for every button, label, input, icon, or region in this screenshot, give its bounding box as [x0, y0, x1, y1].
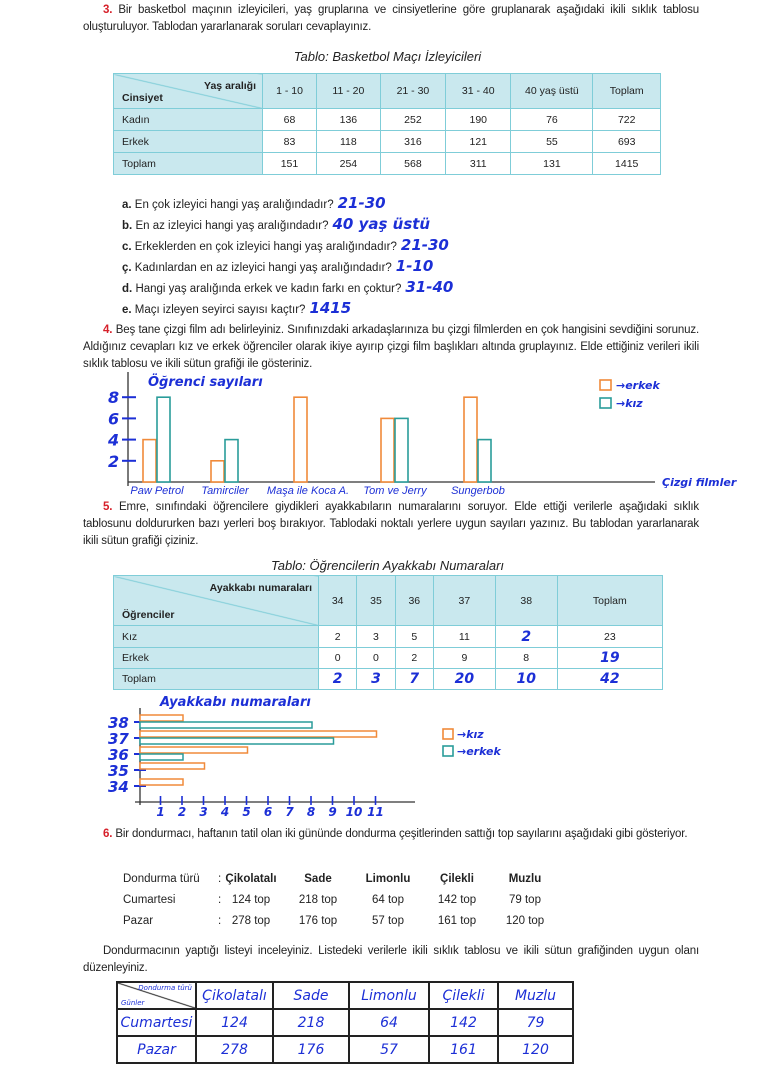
row-label: Erkek: [114, 648, 319, 669]
bar-erkek: [478, 440, 491, 482]
x-tick-label: 9: [328, 805, 337, 819]
col-header: 11 - 20: [316, 74, 380, 109]
q-letter: a.: [122, 199, 132, 211]
cell: 23: [557, 626, 662, 648]
q-text: Hangi yaş aralığında erkek ve kadın farkı en çoktur?: [135, 283, 402, 295]
q3-text: [83, 2, 699, 36]
question-e: [122, 299, 351, 317]
corner-cell: [114, 576, 319, 626]
x-tick-label: 10: [345, 805, 363, 819]
row-label: Kadın: [114, 109, 263, 131]
y-tick-label: 8: [108, 388, 120, 408]
bar-kız: [140, 715, 183, 721]
row-label: Cumartesi: [117, 1009, 196, 1036]
col-header: 1 - 10: [263, 74, 317, 109]
q6-number: 6.: [103, 828, 113, 840]
x-tick-label: 1: [156, 805, 165, 819]
cell: 176: [273, 1036, 349, 1063]
cell: 142: [429, 1009, 498, 1036]
cell: 64: [349, 1009, 429, 1036]
icecream-type: Limonlu: [365, 873, 411, 885]
legend-label: →erkek: [457, 745, 501, 758]
cell: 1415: [593, 153, 661, 175]
question-d: [122, 278, 453, 296]
q-text: En çok izleyici hangi yaş aralığındadır?: [134, 199, 334, 211]
basketball-table: [113, 73, 661, 175]
table-row: [117, 1009, 573, 1036]
handwritten-answer: 21-30: [400, 236, 449, 254]
q-letter: e.: [122, 304, 132, 316]
category-label: Sungerbob: [451, 485, 505, 497]
bar-erkek: [225, 440, 238, 482]
scoop-count: 57 top: [372, 915, 404, 927]
bar-kız: [140, 731, 377, 737]
cell: 3: [357, 626, 395, 648]
y-axis-label: Ayakkabı numaraları: [160, 695, 311, 710]
scoop-count: 161 top: [437, 915, 477, 927]
cell: 79: [498, 1009, 573, 1036]
bar-erkek: [140, 722, 312, 728]
corner-bottom: Öğrenciler: [122, 609, 175, 621]
table-row: [114, 626, 663, 648]
question-cc: [122, 257, 433, 275]
handwritten-answer: 1415: [309, 299, 352, 317]
bar-kız: [381, 418, 394, 482]
q5-number: 5.: [103, 501, 113, 513]
corner-cell: [117, 982, 196, 1009]
legend-swatch: [443, 729, 453, 739]
y-tick-label: 38: [108, 714, 129, 732]
cell: 2: [395, 648, 433, 669]
bar-kız: [464, 397, 477, 482]
handwritten-cell: 2: [495, 626, 557, 648]
table-row: [114, 131, 661, 153]
scoop-count: 64 top: [372, 894, 404, 906]
col-header: Sade: [273, 982, 349, 1009]
bar-kız: [140, 763, 205, 769]
cell: 11: [433, 626, 495, 648]
cell: 5: [395, 626, 433, 648]
q6-text2: [83, 943, 699, 977]
q-text: Erkeklerden en çok izleyici hangi yaş aralığındadır?: [134, 241, 397, 253]
y-tick-label: 36: [108, 746, 129, 764]
row-label: Erkek: [114, 131, 263, 153]
icecream-type: Çilekli: [440, 873, 474, 885]
scoop-count: 278 top: [231, 915, 271, 927]
table-row: [114, 669, 663, 690]
handwritten-answer: 40 yaş üstü: [332, 215, 431, 233]
x-axis-label: Çizgi filmler: [662, 476, 737, 489]
legend-swatch: [600, 380, 611, 390]
bar-erkek: [157, 397, 170, 482]
table-row: [114, 153, 661, 175]
cell: 218: [273, 1009, 349, 1036]
y-tick-label: 37: [108, 730, 129, 748]
bar-kız: [140, 779, 183, 785]
q4-number: 4.: [103, 324, 113, 336]
bar-kız: [211, 461, 224, 482]
scoop-count: 79 top: [509, 894, 541, 906]
corner-top: Yaş aralığı: [204, 80, 256, 92]
legend-label: →erkek: [616, 379, 660, 392]
category-label: Paw Petrol: [130, 485, 184, 497]
table1-title: Tablo: Basketbol Maçı İzleyicileri: [293, 49, 482, 64]
corner-top: Ayakkabı numaraları: [209, 582, 312, 594]
day-label: Pazar: [123, 915, 154, 927]
y-tick-label: 35: [108, 762, 129, 780]
shoe-size-bar-chart: [0, 692, 775, 822]
y-tick-label: 4: [108, 430, 120, 450]
bar-kız: [143, 440, 156, 482]
handwritten-cell: 20: [433, 669, 495, 690]
col-header: 40 yaş üstü: [511, 74, 593, 109]
q3-number: 3.: [103, 4, 113, 16]
bar-erkek: [140, 754, 183, 760]
q-letter: b.: [122, 220, 133, 232]
cell: 83: [263, 131, 317, 153]
scoop-count: 142 top: [437, 894, 477, 906]
y-tick-label: 34: [108, 778, 129, 796]
col-header: 36: [395, 576, 433, 626]
cell: 8: [495, 648, 557, 669]
bar-kız: [294, 397, 307, 482]
y-tick-label: 2: [108, 451, 120, 471]
category-label: Tamirciler: [201, 485, 249, 497]
legend-label: →kız: [457, 728, 484, 741]
cell: 190: [446, 109, 511, 131]
shoe-size-table: [113, 575, 663, 690]
col-header: 34: [319, 576, 357, 626]
cell: 278: [196, 1036, 273, 1063]
question-b: [122, 215, 430, 233]
cell: 136: [316, 109, 380, 131]
x-tick-label: 8: [306, 805, 316, 819]
cell: 722: [593, 109, 661, 131]
scoop-count: 120 top: [505, 915, 545, 927]
q-text: Maçı izleyen seyirci sayısı kaçtır?: [134, 304, 306, 316]
table2-title: Tablo: Öğrencilerin Ayakkabı Numaraları: [270, 558, 505, 573]
icecream-type: Muzlu: [508, 873, 542, 885]
cell: 316: [380, 131, 445, 153]
q-text: Kadınlardan en az izleyici hangi yaş aralığındadır?: [134, 262, 392, 274]
cell: 252: [380, 109, 445, 131]
cell: 131: [511, 153, 593, 175]
colon: :: [218, 894, 222, 906]
cell: 311: [446, 153, 511, 175]
handwritten-cell: 7: [395, 669, 433, 690]
bar-erkek: [140, 738, 334, 744]
colon: :: [218, 873, 222, 885]
corner-bottom: Cinsiyet: [122, 92, 163, 104]
cell: 55: [511, 131, 593, 153]
x-tick-label: 11: [367, 805, 384, 819]
col-header: 31 - 40: [446, 74, 511, 109]
question-a: [122, 194, 386, 212]
row-label: Pazar: [117, 1036, 196, 1063]
q3-body: Bir basketbol maçının izleyicileri, yaş gruplarına ve cinsiyetlerine göre gruplanarak aşağıdaki ikili sıklık tablosu oluşturuluyor. Tablodan yararlanarak soruları cevaplayınız.: [83, 4, 700, 33]
cell: 0: [357, 648, 395, 669]
x-tick-label: 5: [242, 805, 251, 819]
x-tick-label: 3: [199, 805, 208, 819]
row-label: Kız: [114, 626, 319, 648]
corner-top: Dondurma türü: [138, 984, 192, 992]
col-header: Toplam: [557, 576, 662, 626]
handwritten-cell: 42: [557, 669, 662, 690]
icecream-type: Çikolatalı: [225, 873, 277, 885]
q-letter: d.: [122, 283, 133, 295]
q-letter: ç.: [122, 262, 132, 274]
q6-body: Bir dondurmacı, haftanın tatil olan iki gününde dondurma çeşitlerinden sattığı top sayılarını aşağıdaki gibi gösteriyor.: [115, 828, 688, 840]
handwritten-cell: 10: [495, 669, 557, 690]
col-header: Muzlu: [498, 982, 573, 1009]
cell: 68: [263, 109, 317, 131]
scoop-count: 124 top: [231, 894, 271, 906]
cell: 0: [319, 648, 357, 669]
handwritten-answer: 21-30: [337, 194, 386, 212]
handwritten-cell: 19: [557, 648, 662, 669]
table-row: [117, 1036, 573, 1063]
corner-cell: [114, 74, 263, 109]
x-tick-label: 6: [263, 805, 273, 819]
col-header: Çikolatalı: [196, 982, 273, 1009]
y-axis-label: Öğrenci sayıları: [148, 375, 263, 390]
table-row: [114, 648, 663, 669]
q-letter: c.: [122, 241, 132, 253]
handwritten-answer: 31-40: [405, 278, 454, 296]
cell: 161: [429, 1036, 498, 1063]
col-header: Toplam: [593, 74, 661, 109]
list-header-label: Dondurma türü: [123, 873, 200, 885]
legend-label: →kız: [616, 397, 643, 410]
col-header: 38: [495, 576, 557, 626]
handwritten-cell: 2: [319, 669, 357, 690]
cell: 121: [446, 131, 511, 153]
cell: 9: [433, 648, 495, 669]
bar-kız: [140, 747, 248, 753]
row-label: Toplam: [114, 153, 263, 175]
col-header: Limonlu: [349, 982, 429, 1009]
legend-swatch: [443, 746, 453, 756]
col-header: Çilekli: [429, 982, 498, 1009]
day-label: Cumartesi: [123, 894, 176, 906]
q6-body2: Dondurmacının yaptığı listeyi inceleyiniz. Listedeki verilerle ikili sıklık tablosu ve ikili sütun grafiğinden uygun olanı düzenleyiniz.: [83, 945, 699, 974]
cell: 124: [196, 1009, 273, 1036]
q6-text: [83, 826, 699, 843]
table-row: [114, 109, 661, 131]
colon: :: [218, 915, 222, 927]
cartoon-bar-chart: [0, 360, 775, 498]
x-tick-label: 7: [285, 805, 294, 819]
cell: 693: [593, 131, 661, 153]
col-header: 35: [357, 576, 395, 626]
y-tick-label: 6: [108, 409, 120, 429]
category-label: Tom ve Jerry: [363, 485, 427, 497]
scoop-count: 176 top: [298, 915, 338, 927]
cell: 254: [316, 153, 380, 175]
handwritten-icecream-table: [116, 981, 574, 1064]
cell: 76: [511, 109, 593, 131]
cell: 151: [263, 153, 317, 175]
cell: 2: [319, 626, 357, 648]
legend-swatch: [600, 398, 611, 408]
col-header: 37: [433, 576, 495, 626]
q5-text: [83, 499, 699, 550]
q4-body: Beş tane çizgi film adı belirleyiniz. Sınıfınızdaki arkadaşlarınıza bu çizgi filmlerden en çok hangisini sevdiğini sorunuz. Aldığınız cevapları kız ve erkek öğrenciler olarak ikiye ayırıp çizgi film başlıkları altında gruplayınız. Elde ettiğiniz verileri ikili sıklık tablosu ve ikili sütun grafiği ile gösteriniz.: [83, 324, 699, 370]
scoop-count: 218 top: [298, 894, 338, 906]
question-c: [122, 236, 449, 254]
row-label: Toplam: [114, 669, 319, 690]
col-header: 21 - 30: [380, 74, 445, 109]
bar-erkek: [395, 418, 408, 482]
x-tick-label: 4: [220, 805, 230, 819]
category-label: Maşa ile Koca A.: [266, 485, 350, 497]
handwritten-cell: 3: [357, 669, 395, 690]
cell: 120: [498, 1036, 573, 1063]
q5-body: Emre, sınıfındaki öğrencilere giydikleri ayakkabıların numaralarını soruyor. Elde ettiği verilerle aşağıdaki sıklık tablosunu doldururken bazı yerleri boş bırakıyor. Tablodaki noktalı yerlere uygun sayıları yazınız. Bu tablodan yararlanarak ikili sütun grafiği çiziniz.: [83, 501, 699, 547]
corner-bottom: Günler: [121, 999, 145, 1007]
x-tick-label: 2: [177, 805, 187, 819]
cell: 568: [380, 153, 445, 175]
icecream-type: Sade: [304, 873, 332, 885]
cell: 118: [316, 131, 380, 153]
q-text: En az izleyici hangi yaş aralığındadır?: [135, 220, 329, 232]
handwritten-answer: 1-10: [395, 257, 434, 275]
cell: 57: [349, 1036, 429, 1063]
